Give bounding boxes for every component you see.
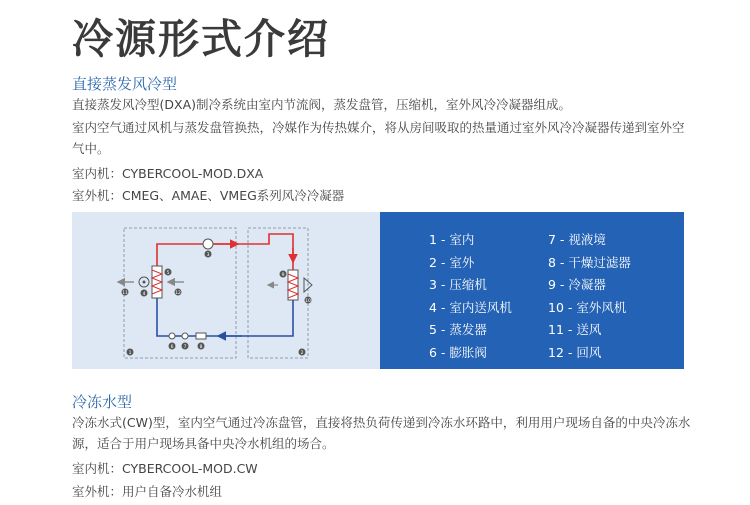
legend-item: 9 - 冷凝器 (548, 277, 606, 293)
svg-text:2: 2 (300, 351, 304, 356)
expansion-valve-icon (169, 333, 175, 339)
legend-item: 6 - 膨胀阀 (429, 344, 487, 360)
filter-drier-icon (196, 333, 206, 339)
cw-indoor-unit: 室内机：CYBERCOOL-MOD.CW (72, 461, 258, 476)
svg-text:8: 8 (199, 345, 203, 350)
svg-text:7: 7 (183, 345, 187, 350)
svg-text:6: 6 (170, 345, 174, 350)
diagram-legend (380, 212, 684, 369)
dxa-outdoor-unit: 室外机：CMEG、AMAE、VMEG系列风冷冷凝器 (72, 188, 345, 203)
sight-glass-icon (182, 333, 188, 339)
svg-text:12: 12 (175, 291, 181, 296)
dxa-description: 直接蒸发风冷型(DXA)制冷系统由室内节流阀，蒸发盘管，压缩机，室外风冷冷凝器组成。 (72, 97, 571, 112)
svg-text:11: 11 (122, 291, 128, 296)
dxa-working-principle: 室内空气通过风机与蒸发盘管换热，冷媒作为传热媒介，将从房间吸取的热量通过室外风冷冷凝器传递到室外空气中。 (72, 120, 685, 156)
refrigeration-circuit-svg (72, 212, 380, 369)
dxa-indoor-unit: 室内机：CYBERCOOL-MOD.DXA (72, 166, 264, 181)
legend-item: 11 - 送风 (548, 322, 602, 338)
legend-item: 3 - 压缩机 (429, 277, 487, 293)
legend-item: 10 - 室外风机 (548, 299, 627, 315)
legend-item: 2 - 室外 (429, 254, 475, 270)
svg-text:9: 9 (281, 273, 285, 278)
legend-column-left (429, 229, 512, 365)
cw-heading: 冷冻水型 (72, 393, 133, 411)
legend-item: 7 - 视液境 (548, 232, 606, 247)
dxa-heading: 直接蒸发风冷型 (72, 75, 178, 93)
compressor-icon (203, 239, 213, 249)
cw-description: 冷冻水式(CW)型，室内空气通过冷冻盘管，直接将热负荷传递到冷冻水环路中，利用用户现场自备的中央冷冻水源，适合于用户现场具备中央冷水机组的场合。 (72, 415, 691, 451)
legend-item: 12 - 回风 (548, 344, 602, 360)
page-title: 冷源形式介绍 (72, 15, 330, 63)
svg-text:4: 4 (142, 292, 146, 297)
legend-item: 5 - 蒸发器 (429, 322, 487, 338)
hot-gas-line (157, 234, 293, 270)
svg-text:1: 1 (128, 351, 132, 356)
legend-item: 1 - 室内 (429, 232, 475, 247)
legend-item: 8 - 干燥过滤器 (548, 254, 631, 270)
cw-outdoor-unit: 室外机：用户自备冷水机组 (72, 484, 223, 499)
svg-text:3: 3 (206, 253, 210, 258)
legend-item: 4 - 室内送风机 (429, 299, 512, 315)
liquid-line (157, 298, 293, 336)
outdoor-box (248, 228, 308, 358)
svg-text:5: 5 (166, 271, 170, 276)
legend-column-right (548, 229, 631, 365)
svg-text:10: 10 (305, 299, 311, 304)
